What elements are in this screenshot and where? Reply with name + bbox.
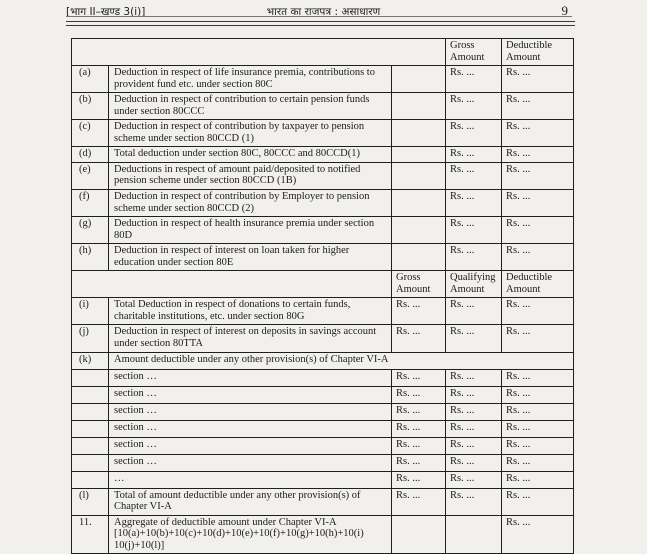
table-row [72,217,574,244]
table-row [72,271,574,298]
row-description-cell: Deduction in respect of life insurance premia, contributions to provident fund etc. under section 80C [109,66,392,93]
qualifying-amount-cell: Rs. ... [446,420,502,437]
qualifying-amount-cell: Rs. ... [446,386,502,403]
table-row [72,420,574,437]
blank-cell [392,190,446,217]
gross-amount-cell: Rs. ... [446,162,502,189]
table-row [72,325,574,352]
row-description-cell: Deduction in respect of health insurance premia under section 80D [109,217,392,244]
gross-amount-header-cell: Gross Amount [392,271,446,298]
gross-amount-cell: Rs. ... [446,120,502,147]
row-description-cell: … [109,471,392,488]
table-row [72,386,574,403]
gross-amount-header-cell: Gross Amount [446,39,502,66]
row-label-cell: (f) [72,190,109,217]
deductible-amount-header-cell: Deductible Amount [502,271,574,298]
deductions-table-body [72,39,574,554]
table-row [72,147,574,163]
deductible-amount-cell: Rs. ... [502,454,574,471]
row-description-cell: Deductions in respect of amount paid/deposited to notified pension scheme under section 80CCD (1B) [109,162,392,189]
row-description-cell: section … [109,437,392,454]
table-row [72,471,574,488]
header-spacer-cell [72,39,446,66]
table-row [72,162,574,189]
blank-cell [392,120,446,147]
row-label-cell [72,437,109,454]
header-spacer-cell [72,271,392,298]
row-label-cell: (l) [72,488,109,515]
row-label-cell: 11. [72,515,109,554]
gross-amount-cell: Rs. ... [392,420,446,437]
row-description-cell: Amount deductible under any other provision(s) of Chapter VI-A [109,352,574,369]
qualifying-amount-cell: Rs. ... [446,403,502,420]
row-description-cell: section … [109,369,392,386]
deductible-amount-cell: Rs. ... [502,244,574,271]
row-description-cell: Total of amount deductible under any other provision(s) of Chapter VI-A [109,488,392,515]
qualifying-amount-cell [446,515,502,554]
deductible-amount-cell: Rs. ... [502,93,574,120]
table-row [72,454,574,471]
blank-cell [392,244,446,271]
gross-amount-cell: Rs. ... [392,403,446,420]
row-description-cell: Total Deduction in respect of donations to certain funds, charitable institutions, etc. under section 80G [109,298,392,325]
row-label-cell [72,454,109,471]
row-label-cell [72,471,109,488]
deductible-amount-cell: Rs. ... [502,386,574,403]
gross-amount-cell: Rs. ... [446,93,502,120]
table-row [72,488,574,515]
gross-amount-cell: Rs. ... [392,369,446,386]
row-description-cell: section … [109,454,392,471]
gross-amount-cell: Rs. ... [392,386,446,403]
blank-cell [392,93,446,120]
deductible-amount-cell: Rs. ... [502,325,574,352]
row-label-cell: (g) [72,217,109,244]
deductible-amount-cell: Rs. ... [502,488,574,515]
row-description-cell: section … [109,403,392,420]
table-row [72,352,574,369]
gross-amount-cell: Rs. ... [392,437,446,454]
deductible-amount-cell: Rs. ... [502,298,574,325]
qualifying-amount-cell: Rs. ... [446,437,502,454]
qualifying-amount-cell: Rs. ... [446,325,502,352]
row-label-cell [72,386,109,403]
deductions-table [71,38,574,554]
row-label-cell: (a) [72,66,109,93]
gross-amount-cell [392,515,446,554]
qualifying-amount-cell: Rs. ... [446,471,502,488]
gross-amount-cell: Rs. ... [392,298,446,325]
header-rule-double [66,21,575,26]
deductible-amount-cell: Rs. ... [502,369,574,386]
header-page-number: 9 [561,3,568,18]
qualifying-amount-cell: Rs. ... [446,488,502,515]
row-label-cell: (h) [72,244,109,271]
row-description-cell: Deduction in respect of contribution by Employer to pension scheme under section 80CCD (2) [109,190,392,217]
row-description-cell: Deduction in respect of interest on deposits in savings account under section 80TTA [109,325,392,352]
gross-amount-cell: Rs. ... [446,190,502,217]
gross-amount-cell: Rs. ... [446,217,502,244]
row-description-cell: section … [109,420,392,437]
table-row [72,39,574,66]
row-label-cell: (e) [72,162,109,189]
row-label-cell: (c) [72,120,109,147]
deductible-amount-cell: Rs. ... [502,437,574,454]
table-row [72,403,574,420]
table-row [72,244,574,271]
row-label-cell [72,420,109,437]
row-description-cell: Aggregate of deductible amount under Chapter VI-A [10(a)+10(b)+10(c)+10(d)+10(e)+10(f)+10(g)+10(h)+10(i) 10(j)+10(l)] [109,515,392,554]
deductible-amount-header-cell: Deductible Amount [502,39,574,66]
deductible-amount-cell: Rs. ... [502,217,574,244]
row-description-cell: Total deduction under section 80C, 80CCC and 80CCD(1) [109,147,392,163]
header-gazette-title: भारत का राजपत्र : असाधारण [266,6,381,18]
qualifying-amount-header-cell: Qualifying Amount [446,271,502,298]
gross-amount-cell: Rs. ... [392,488,446,515]
row-label-cell: (i) [72,298,109,325]
table-row [72,66,574,93]
qualifying-amount-cell: Rs. ... [446,369,502,386]
table-row [72,437,574,454]
table-row [72,369,574,386]
deductible-amount-cell: Rs. ... [502,471,574,488]
row-label-cell [72,403,109,420]
blank-cell [392,217,446,244]
gross-amount-cell: Rs. ... [392,454,446,471]
row-label-cell [72,369,109,386]
blank-cell [392,66,446,93]
deductible-amount-cell: Rs. ... [502,66,574,93]
deductible-amount-cell: Rs. ... [502,162,574,189]
gross-amount-cell: Rs. ... [446,244,502,271]
table-row [72,190,574,217]
row-description-cell: Deduction in respect of contribution to certain pension funds under section 80CCC [109,93,392,120]
row-label-cell: (d) [72,147,109,163]
row-description-cell: Deduction in respect of interest on loan taken for higher education under section 80E [109,244,392,271]
row-description-cell: section … [109,386,392,403]
row-label-cell: (b) [72,93,109,120]
deductible-amount-cell: Rs. ... [502,120,574,147]
gross-amount-cell: Rs. ... [392,325,446,352]
deductible-amount-cell: Rs. ... [502,403,574,420]
row-label-cell: (j) [72,325,109,352]
table-row [72,515,574,554]
gross-amount-cell: Rs. ... [392,471,446,488]
blank-cell [392,162,446,189]
table-row [72,93,574,120]
header-part-section-text: [भाग II–खण्ड 3(i)] [66,6,146,18]
deductible-amount-cell: Rs. ... [502,420,574,437]
qualifying-amount-cell: Rs. ... [446,298,502,325]
row-description-cell: Deduction in respect of contribution by taxpayer to pension scheme under section 80CCD (1) [109,120,392,147]
gross-amount-cell: Rs. ... [446,66,502,93]
row-label-cell: (k) [72,352,109,369]
header-rule-thin [66,16,572,17]
blank-cell [392,147,446,163]
table-row [72,120,574,147]
deductible-amount-cell: Rs. ... [502,147,574,163]
qualifying-amount-cell: Rs. ... [446,454,502,471]
table-row [72,298,574,325]
deductible-amount-cell: Rs. ... [502,515,574,554]
deductible-amount-cell: Rs. ... [502,190,574,217]
gross-amount-cell: Rs. ... [446,147,502,163]
